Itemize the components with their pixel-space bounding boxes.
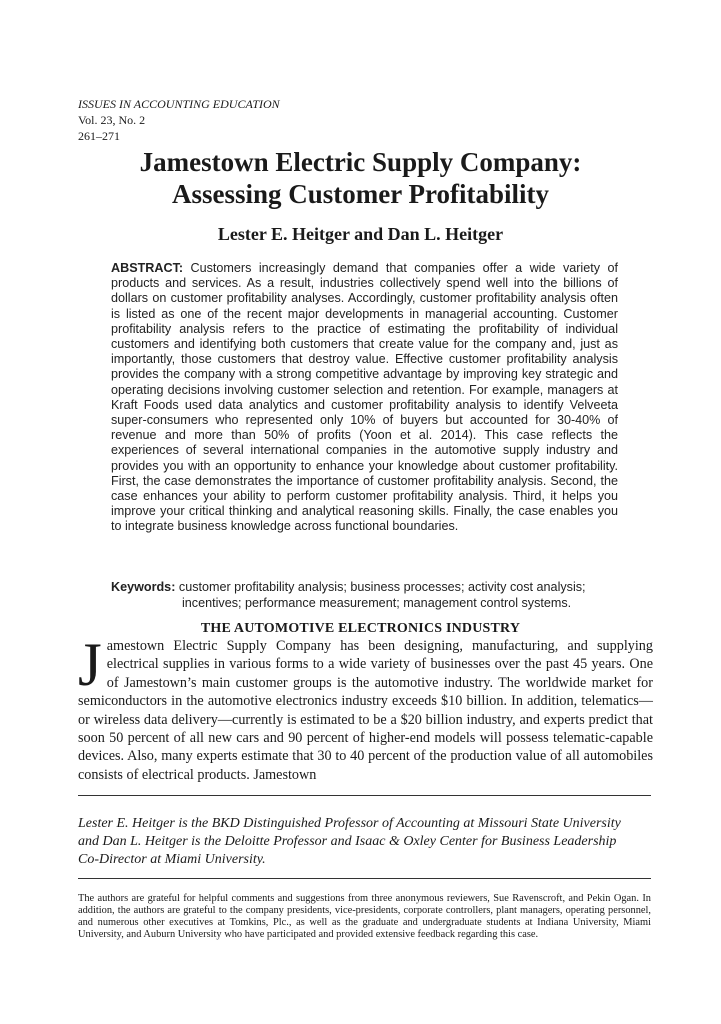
acknowledgment: The authors are grateful for helpful comments and suggestions from three anonymous reviewers, Sue Ravenscroft, and Pekin Ogan. In addition, the authors are grateful to the company presidents, vice-presidents, corporate controllers, plant managers, operating personnel, and numerous other executives at Tomkins, Plc., as well as the graduate and undergraduate students at Indiana University, Miami University, and Auburn University who have participated and provided extensive feedback regarding this case. bbox=[78, 893, 651, 940]
journal-volume: Vol. 23, No. 2 bbox=[78, 113, 146, 127]
footnote-divider bbox=[78, 795, 651, 796]
keywords-label: Keywords: bbox=[111, 580, 176, 594]
author-bio: Lester E. Heitger is the BKD Distinguished Professor of Accounting at Missouri State University and Dan L. Heitger is the Deloitte Professor and Isaac & Oxley Center for Business Leadership Co-Director at Miami University. bbox=[78, 816, 621, 867]
section-paragraph: amestown Electric Supply Company has been designing, manufacturing, and supplying electrical supplies in various forms to a wide variety of businesses over the past 45 years. One of Jamestown’s main customer groups is the automotive industry. The worldwide market for semiconductors in the automotive electronics industry exceeds $10 billion. In addition, telematics—or wireless data delivery—currently is estimated to be a $20 billion industry, and experts predict that soon 50 percent of all new cars and 90 percent of higher-end models will possess telematic-capable devices. Also, many experts estimate that 30 to 40 percent of the production value of all automobiles consists of electrical products. Jamestown bbox=[78, 638, 653, 783]
abstract bbox=[111, 261, 618, 535]
keywords bbox=[111, 580, 621, 611]
keywords-line-1: customer profitability analysis; business processes; activity cost analysis; bbox=[178, 580, 586, 594]
section-heading: THE AUTOMOTIVE ELECTRONICS INDUSTRY bbox=[200, 621, 521, 636]
article-title bbox=[60, 146, 661, 210]
abstract-text: Customers increasingly demand that companies offer a wide variety of products and services. As a result, industries collectively spend well into the billions of dollars on customer profitability analyses. Accordingly, customer profitability analysis often is listed as one of the recent major developments in managerial accounting. Customer profitability analysis refers to the practice of estimating the profitability of individual customers and identifying both customers that create value for the company and, just as importantly, those customers that destroy value. Effective customer profitability analysis provides the company with a strong competitive advantage by improving key strategic and operating decisions involving customer selection and retention. For example, managers at Kraft Foods used data analytics and customer profitability analysis to identify Velveeta super-consumers who represented only 10% of buyers but accounted for 30-40% of revenue and more than 50% of profits (Yoon et al. 2014). This case reflects the experiences of several international companies in the automotive supply industry and provides you with an opportunity to enhance your knowledge about customer profitability. First, the case demonstrates the importance of customer profitability analysis. Second, the case enhances your ability to perform customer profitability analysis. Third, it helps you improve your critical thinking and analytical reasoning skills. Finally, the case enables you to integrate business knowledge across functional boundaries. bbox=[111, 261, 619, 534]
abstract-label: ABSTRACT: bbox=[111, 261, 184, 275]
keywords-line-2: incentives; performance measurement; management control systems. bbox=[182, 595, 572, 610]
title-line-2: Assessing Customer Profitability bbox=[172, 179, 549, 209]
journal-header bbox=[78, 96, 280, 144]
journal-pages: 261–271 bbox=[78, 129, 120, 143]
article-authors: Lester E. Heitger and Dan L. Heitger bbox=[217, 224, 504, 244]
acknowledgment-divider bbox=[78, 878, 651, 879]
title-line-1: Jamestown Electric Supply Company: bbox=[139, 147, 582, 177]
section-body bbox=[78, 632, 653, 784]
journal-name: ISSUES IN ACCOUNTING EDUCATION bbox=[78, 97, 280, 111]
drop-cap: J bbox=[78, 632, 102, 699]
